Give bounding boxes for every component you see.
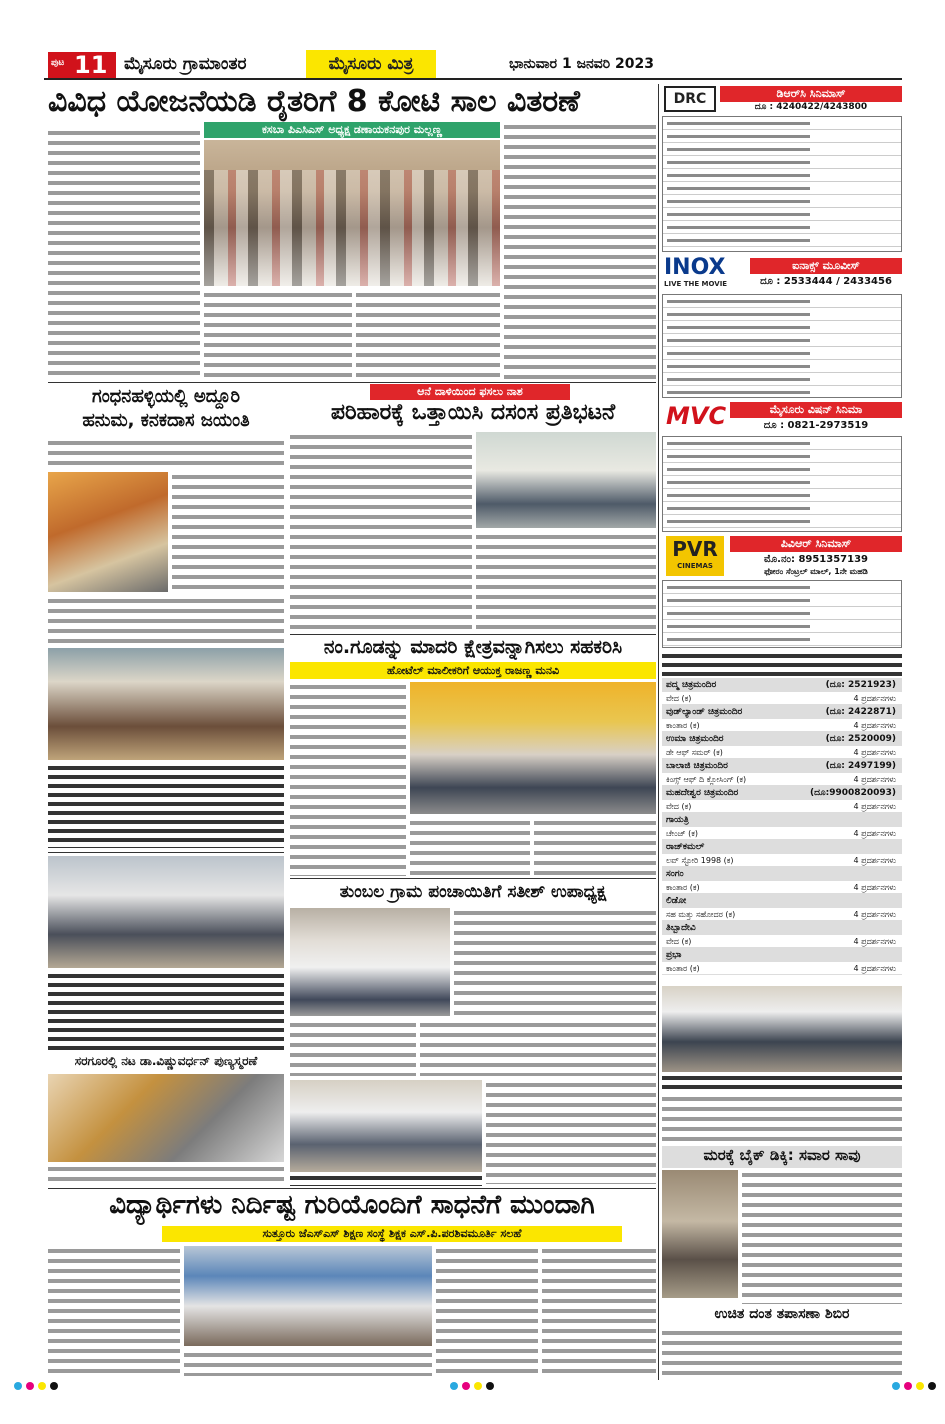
theatre-movie: ಡೇ ಆಫ್ ಸಮರ್ (ಕ)	[666, 748, 723, 757]
theatre-name	[662, 813, 902, 827]
elephant-body-col1	[290, 432, 472, 632]
theatre-name-text: ಲಿಡೋ	[666, 896, 687, 906]
registration-dot-black	[50, 1382, 58, 1390]
right-event-photo	[662, 986, 902, 1072]
dental-headline: ಉಚಿತ ದಂತ ತಪಾಸಣಾ ಶಿಬಿರ	[714, 1306, 850, 1322]
pvr-logo	[666, 536, 724, 576]
masthead: ಮೈಸೂರು ಮಿತ್ರ	[306, 50, 436, 78]
pvr-logo-text: PVR	[672, 537, 718, 561]
nanjangud-photo	[410, 682, 656, 814]
issue-date: ಭಾನುವಾರ 1 ಜನವರಿ 2023	[509, 56, 654, 72]
lead-headline: ವಿವಿಧ ಯೋಜನೆಯಡಿ ರೈತರಿಗೆ 8 ಕೋಟಿ ಸಾಲ ವಿತರಣೆ	[48, 84, 580, 119]
theatre-shows: 4 ಪ್ರದರ್ಶನಗಳು	[853, 883, 896, 892]
hanuma-photo	[48, 472, 168, 592]
elephant-kicker: ಆನೆ ದಾಳಿಯಿಂದ ಫಸಲು ನಾಶ	[370, 384, 570, 400]
dental-body	[662, 1328, 902, 1376]
lead-body-col4	[504, 122, 656, 380]
theatre-movie: ಕಾಂತಾರ (ಕ)	[666, 883, 700, 892]
theatre-name	[662, 840, 902, 854]
registration-dot-black-3	[928, 1382, 936, 1390]
theatre-name	[662, 867, 902, 881]
theatre-name-text: ಸಂಗಂ	[666, 869, 684, 879]
theatre-movie: ವೇದ (ಕ)	[666, 802, 692, 811]
pvr-phone: ಮೊ.ನಂ: 8951357139	[763, 554, 869, 565]
page-number-box	[48, 52, 116, 78]
vishnu-body	[48, 1164, 284, 1186]
theatre-showing	[662, 908, 902, 921]
theatre-phone: (ದೂ:9900820093)	[809, 788, 896, 798]
theatre-movie: ವೇದ (ಕ)	[666, 937, 692, 946]
students-body-col3	[436, 1246, 538, 1376]
theatre-name-text: ವುಡ್‌ಲ್ಯಾಂಡ್ ಚಿತ್ರಮಂದಿರ	[666, 707, 743, 717]
theatre-showing	[662, 827, 902, 840]
theatre-phone: (ದೂ: 2422871)	[825, 707, 896, 717]
inox-tagline: LIVE THE MOVIE	[664, 280, 728, 288]
hospital-donation-caption	[48, 972, 284, 1050]
hanuma-body	[48, 438, 284, 470]
theatre-name-text: ತಿಬ್ಬಾದೇವಿ	[666, 923, 696, 933]
pvr-logo-sub: CINEMAS	[677, 562, 713, 570]
vishnu-headline: ಸರಗೂರಲ್ಲಿ ನಟ ಡಾ.ವಿಷ್ಣುವರ್ಧನ್ ಪುಣ್ಯಸ್ಮರಣೆ	[74, 1054, 258, 1068]
theatre-name-text: ಪದ್ಮ ಚಿತ್ರಮಂದಿರ	[666, 680, 717, 690]
accident-headline: ಮರಕ್ಕೆ ಬೈಕ್ ಡಿಕ್ಕಿ: ಸವಾರ ಸಾವು	[662, 1146, 902, 1168]
elephant-headline: ಪರಿಹಾರಕ್ಕೆ ಒತ್ತಾಯಿಸಿ ದಸಂಸ ಪ್ರತಿಭಟನೆ	[330, 400, 616, 425]
students-body-col4	[542, 1246, 656, 1376]
theatre-shows: 4 ಪ್ರದರ್ಶನಗಳು	[853, 937, 896, 946]
mvc-phone: ದೂ : 0821-2973519	[763, 420, 869, 431]
elephant-photo	[476, 432, 656, 528]
newspaper-page	[44, 50, 902, 1380]
hanuma-headline-1: ಗಂಧನಹಳ್ಳಿಯಲ್ಲಿ ಅದ್ದೂರಿ	[91, 386, 241, 407]
calendar-release-body	[486, 1080, 656, 1184]
theatre-shows: 4 ಪ್ರದರ್ಶನಗಳು	[853, 775, 896, 784]
accident-photo	[662, 1170, 738, 1298]
theatre-name	[662, 678, 902, 692]
mvc-logo: MVC	[666, 402, 727, 430]
drc-phone: ದೂ : 4240422/4243800	[754, 102, 868, 112]
registration-dot-magenta-2	[462, 1382, 470, 1390]
students-kicker: ಸುತ್ತೂರು ಜೆಎಸ್ಎಸ್ ಶಿಕ್ಷಣ ಸಂಸ್ಥೆ ಶಿಕ್ಷಕ ಎಸ್.ಪಿ.ಪರಶಿವಮೂರ್ತಿ ಸಲಹೆ	[162, 1226, 622, 1242]
theatre-name-text: ಮಹದೇಶ್ವರ ಚಿತ್ರಮಂದಿರ	[666, 788, 739, 798]
theatre-name	[662, 732, 902, 746]
theatre-name-text: ಉಮಾ ಚಿತ್ರಮಂದಿರ	[666, 734, 724, 744]
right-event-caption	[662, 1074, 902, 1092]
lead-body-col3	[356, 290, 500, 380]
theatre-movie: ವೇದ (ಕ)	[666, 694, 692, 703]
students-headline: ವಿದ್ಯಾರ್ಥಿಗಳು ನಿರ್ದಿಷ್ಟ ಗುರಿಯೊಂದಿಗೆ ಸಾಧನೆಗೆ ಮುಂದಾಗಿ	[109, 1190, 595, 1220]
tumbala-headline: ತುಂಬಲ ಗ್ರಾಮ ಪಂಚಾಯಿತಿಗೆ ಸತೀಶ್ ಉಪಾಧ್ಯಕ್ಷ	[339, 882, 607, 902]
hospital-donation-photo	[48, 856, 284, 968]
drc-title: ಡಿಆರ್‌ಸಿ ಸಿನಿಮಾಸ್	[720, 86, 902, 102]
theatre-movie: ಚೇಂಜ್ (ಕ)	[666, 829, 698, 838]
lead-body-col1	[48, 128, 200, 380]
registration-dot-magenta	[26, 1382, 34, 1390]
accident-body	[742, 1170, 902, 1304]
theatre-shows: 4 ಪ್ರದರ್ಶನಗಳು	[853, 721, 896, 730]
theatre-shows: 4 ಪ್ರದರ್ಶನಗಳು	[853, 856, 896, 865]
theatre-showing	[662, 962, 902, 975]
drc-logo: DRC	[664, 86, 716, 112]
inox-logo	[664, 256, 744, 292]
hanuma-body-col2	[172, 472, 284, 590]
theatre-name	[662, 759, 902, 773]
students-body-col2	[184, 1350, 432, 1376]
tumbala-body-col1	[454, 908, 656, 1016]
nanjangud-headline: ನಂ.ಗೂಡನ್ನು ಮಾದರಿ ಕ್ಷೇತ್ರವನ್ನಾಗಿಸಲು ಸಹಕರಿಸಿ	[323, 636, 623, 658]
theatre-movie: ಕಾಂತಾರ (ಕ)	[666, 964, 700, 973]
registration-dot-black-2	[486, 1382, 494, 1390]
tumbala-body-col3	[420, 1020, 656, 1076]
lead-body-col2	[204, 290, 352, 380]
page-number: 11	[74, 51, 108, 79]
calendar-release-photo	[290, 1080, 482, 1172]
theatre-shows: 4 ಪ್ರದರ್ಶನಗಳು	[853, 694, 896, 703]
students-body-col1	[48, 1246, 180, 1376]
theatre-shows: 4 ಪ್ರದರ್ಶನಗಳು	[853, 802, 896, 811]
nanjangud-kicker: ಹೋಟೆಲ್ ಮಾಲೀಕರಿಗೆ ಆಯುಕ್ತ ರಾಜಣ್ಣ ಮನವಿ	[290, 662, 656, 679]
theatre-shows: 4 ಪ್ರದರ್ಶನಗಳು	[853, 910, 896, 919]
theatre-name-text: ರಾಜ್‌ಕಮಲ್	[666, 842, 705, 852]
theatre-showing	[662, 800, 902, 813]
pvr-address: ಫೋರಂ ಸೆಂಟ್ರಲ್ ಮಾಲ್, 1ನೇ ಮಹಡಿ	[764, 567, 868, 576]
theatre-shows: 4 ಪ್ರದರ್ಶನಗಳು	[853, 748, 896, 757]
theatre-showing	[662, 935, 902, 948]
elephant-body-col2	[476, 532, 656, 632]
theatre-name	[662, 948, 902, 962]
theatre-phone: (ದೂ: 2520009)	[825, 734, 896, 744]
page-label: ಪುಟ	[51, 58, 65, 68]
inox-phone: ದೂ : 2533444 / 2433456	[760, 276, 892, 287]
theatre-phone: (ದೂ: 2497199)	[825, 761, 896, 771]
nanjangud-body-col2	[410, 818, 530, 876]
theatre-phone: (ದೂ: 2521923)	[825, 680, 896, 690]
nanjangud-body-col1	[290, 682, 406, 876]
theatre-movie: ಲವ್ ಸ್ಟೋರಿ 1998 (ಕ)	[666, 856, 734, 865]
registration-dot-yellow-2	[474, 1382, 482, 1390]
hanuma-group-photo	[48, 648, 284, 760]
section-title: ಮೈಸೂರು ಗ್ರಾಮಾಂತರ	[124, 54, 247, 74]
theatre-shows: 4 ಪ್ರದರ್ಶನಗಳು	[853, 964, 896, 973]
theatre-shows: 4 ಪ್ರದರ್ಶನಗಳು	[853, 829, 896, 838]
tumbala-body-col2	[290, 1020, 416, 1076]
inox-logo-text: INOX	[664, 255, 726, 280]
registration-dot-cyan-3	[892, 1382, 900, 1390]
theatre-showing	[662, 746, 902, 759]
registration-dot-cyan	[14, 1382, 22, 1390]
inox-title: ಐನಾಕ್ಸ್ ಮೂವೀಸ್	[750, 258, 902, 274]
lead-photo	[204, 140, 500, 286]
theatre-name-text: ಗಾಯತ್ರಿ	[666, 815, 689, 825]
inox-showtimes	[662, 294, 902, 398]
pvr-title: ಪಿವಿಆರ್ ಸಿನಿಮಾಸ್	[730, 536, 902, 552]
theatre-showing	[662, 692, 902, 705]
theatre-showing	[662, 773, 902, 786]
page-header	[44, 50, 902, 80]
cinema-note	[662, 652, 902, 676]
calendar-release-caption	[290, 1174, 482, 1186]
pvr-showtimes	[662, 580, 902, 648]
theatre-name	[662, 894, 902, 908]
tumbala-photo	[290, 908, 450, 1016]
nanjangud-body-col3	[534, 818, 656, 876]
students-photo	[184, 1246, 432, 1346]
theatre-name	[662, 786, 902, 800]
registration-dot-yellow	[38, 1382, 46, 1390]
registration-dot-yellow-3	[916, 1382, 924, 1390]
theatre-showing	[662, 881, 902, 894]
theatre-movie: ಕಾಂತಾರ (ಕ)	[666, 721, 700, 730]
mvc-title: ಮೈಸೂರು ವಿಷನ್ ಸಿನಿಮಾ	[730, 402, 902, 418]
theatre-showing	[662, 854, 902, 867]
registration-dot-cyan-2	[450, 1382, 458, 1390]
theatre-movie: ಸಹ ಮತ್ತು ಸಹೋದರ (ಕ)	[666, 910, 736, 919]
theatre-name-text: ಬಾಲಾಜಿ ಚಿತ್ರಮಂದಿರ	[666, 761, 728, 771]
registration-dot-magenta-3	[904, 1382, 912, 1390]
theatre-showing	[662, 719, 902, 732]
vishnu-photo	[48, 1074, 284, 1162]
theatre-name-text: ಪ್ರಭಾ	[666, 950, 682, 960]
hanuma-headline-2: ಹನುಮ, ಕನಕದಾಸ ಜಯಂತಿ	[82, 410, 250, 431]
hanuma-body-bottom	[48, 596, 284, 644]
hanuma-photo-caption	[48, 764, 284, 848]
lead-photo-caption: ಕಸಬಾ ಪಿಎಸಿಎಸ್ ಅಧ್ಯಕ್ಷ ಡಣಾಯಕನಪುರ ಮಲ್ಲಣ್ಣ	[204, 122, 500, 138]
drc-showtimes	[662, 116, 902, 252]
mvc-showtimes	[662, 436, 902, 532]
right-event-body	[662, 1094, 902, 1142]
theatre-name	[662, 705, 902, 719]
theatre-name	[662, 921, 902, 935]
theatre-movie: ಕಿಂಗ್ಸ್ ಆಫ್ ದಿ ಕ್ಲೋಸಿಂಗ್ (ಕ)	[666, 775, 747, 784]
